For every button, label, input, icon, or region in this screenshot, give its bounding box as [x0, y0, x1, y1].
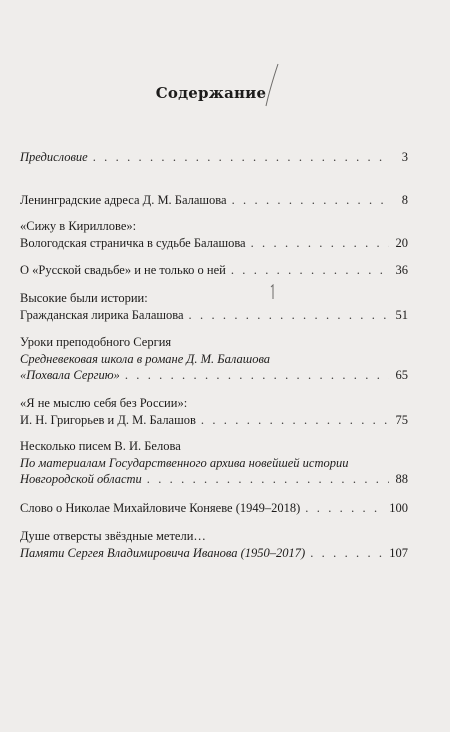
toc-entry[interactable]: [20, 528, 408, 561]
toc-entry-subtitle: Средневековая школа в романе Д. М. Балашова: [20, 351, 271, 366]
toc-leader-dots: [232, 192, 389, 209]
toc-entry-subtitle: Гражданская лирика Балашова: [20, 307, 184, 322]
toc-entry[interactable]: [20, 500, 408, 517]
toc-leader-dots: [231, 262, 389, 279]
pencil-mark-icon: [262, 62, 280, 108]
toc-entry-heading: «Я не мыслю себя без России»:: [20, 396, 188, 410]
toc-leader-dots: [305, 500, 384, 517]
toc-leader-dots: [147, 471, 389, 488]
toc-page-number: 75: [395, 412, 408, 427]
toc-entry-subtitle: «Похвала Сергию»: [20, 368, 120, 382]
toc-leader-dots: [201, 412, 389, 429]
toc-entry-title: Ленинградские адреса Д. М. Балашова: [20, 193, 227, 207]
toc-entry-subtitle: Новгородской области: [20, 472, 142, 486]
toc-page-number: 51: [395, 307, 408, 322]
toc-entry-heading: «Сижу в Кириллове»:: [20, 219, 137, 233]
toc-entry[interactable]: [20, 395, 408, 428]
toc-entry-subtitle: Вологодская страничка в судьбе Балашова: [20, 235, 246, 250]
toc-entry-title: Предисловие: [20, 150, 88, 164]
toc-page-number: 3: [401, 150, 408, 164]
toc-entry[interactable]: [20, 290, 408, 323]
toc-page-number: 88: [395, 472, 408, 486]
toc-entry-title: Слово о Николае Михайловиче Коняеве (1949–2018): [20, 501, 301, 515]
toc-entry[interactable]: [20, 262, 408, 279]
toc-page-number: 100: [389, 501, 408, 515]
toc-entry-heading: Несколько писем В. И. Белова: [20, 439, 181, 453]
toc-page-number: 65: [395, 368, 408, 382]
toc-entry-title: О «Русской свадьбе» и не только о ней: [20, 263, 226, 277]
toc-leader-dots: [93, 149, 389, 166]
toc-entry[interactable]: [20, 334, 408, 384]
toc-page-number: 36: [395, 263, 408, 277]
toc-entry[interactable]: [20, 149, 408, 166]
page-title: Содержание: [155, 84, 267, 102]
toc-leader-dots: [310, 545, 384, 562]
toc-page-number: 20: [395, 235, 408, 250]
toc-leader-dots: [125, 367, 389, 384]
toc-entry[interactable]: [20, 218, 408, 251]
toc-entry[interactable]: [20, 438, 408, 488]
toc-entry-heading: Душе отверсты звёздные метели…: [20, 529, 206, 543]
toc-entry-subtitle: По материалам Государственного архива новейшей истории: [20, 455, 349, 470]
toc-leader-dots: [251, 235, 389, 252]
toc-entry[interactable]: [20, 192, 408, 209]
toc-entry-subtitle: Памяти Сергея Владимировича Иванова (1950–2017): [20, 545, 306, 560]
toc-entry-heading: Высокие были истории:: [20, 291, 148, 305]
toc-leader-dots: [189, 307, 389, 324]
toc-page-number: 107: [389, 545, 408, 560]
toc-entry-subtitle: И. Н. Григорьев и Д. М. Балашов: [20, 412, 196, 427]
toc-entry-heading: Уроки преподобного Сергия: [20, 335, 172, 349]
toc-page-number: 8: [401, 193, 408, 207]
